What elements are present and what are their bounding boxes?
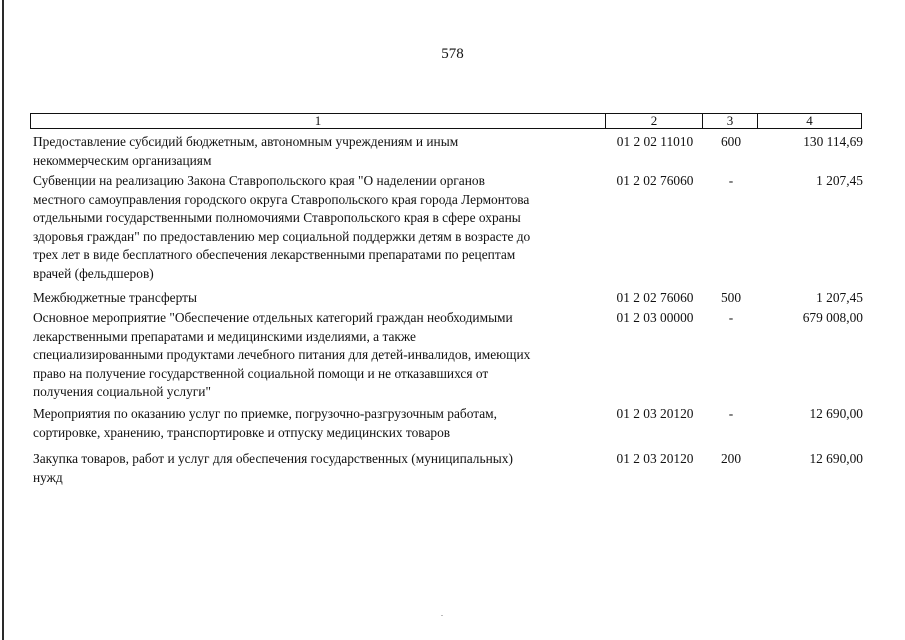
row-name: Закупка товаров, работ и услуг для обеспечения государственных (муниципальных) нужд — [33, 451, 513, 485]
column-header-table — [30, 113, 862, 129]
row-name: Предоставление субсидий бюджетным, автономным учреждениям и иным некоммерческим организациям — [33, 134, 459, 168]
column-header-4: 4 — [758, 114, 862, 129]
row-name: Субвенции на реализацию Закона Ставропольского края "О наделении органов местного самоуправления городского округа Ставропольского края города Лермонтова отдельными государственными полномочиями Ставропольского края в сфере охраны здоровья граждан" по предоставлению мер социальной поддержки детям в возрасте до трех лет в виде бесплатного обеспечения лекарственными препаратами по рецептам врачей (фельдшеров) — [33, 173, 531, 281]
row-amount: 12 690,00 — [809, 406, 863, 421]
row-amount: 130 114,69 — [803, 134, 863, 149]
row-name: Мероприятия по оказанию услуг по приемке, погрузочно-разгрузочным работам, сортировке, хранению, транспортировке и отпуску медицинских товаров — [33, 406, 498, 440]
column-header-row — [31, 114, 862, 129]
row-code: 01 2 03 00000 — [616, 310, 694, 325]
row-code: 01 2 02 11010 — [616, 134, 694, 149]
row-amount: 1 207,45 — [816, 173, 863, 188]
row-amount: 679 008,00 — [802, 310, 863, 325]
row-type: - — [728, 173, 734, 188]
row-type: 200 — [720, 451, 742, 466]
row-type: - — [728, 310, 734, 325]
row-code: 01 2 02 76060 — [616, 173, 694, 188]
row-code: 01 2 03 20120 — [616, 406, 694, 421]
row-name: Межбюджетные трансферты — [33, 290, 197, 305]
column-header-2: 2 — [606, 114, 703, 129]
row-amount: 12 690,00 — [809, 451, 863, 466]
scan-speck — [441, 615, 443, 616]
page-number: 578 — [441, 46, 464, 62]
column-header-3: 3 — [703, 114, 758, 129]
row-type: 600 — [720, 134, 742, 149]
row-amount: 1 207,45 — [816, 290, 863, 305]
column-header-1: 1 — [31, 114, 606, 129]
row-code: 01 2 02 76060 — [616, 290, 694, 305]
row-type: - — [728, 406, 734, 421]
page-left-edge — [2, 0, 4, 640]
row-name: Основное мероприятие "Обеспечение отдельных категорий граждан необходимыми лекарственными препаратами и медицинскими изделиями, а также специализированными продуктами лечебного питания для детей-инвалидов, имеющих право на получение государственной социальной помощи и не отказавшихся от получения социальной услуги" — [33, 310, 531, 400]
row-type: 500 — [720, 290, 742, 305]
row-code: 01 2 03 20120 — [616, 451, 694, 466]
